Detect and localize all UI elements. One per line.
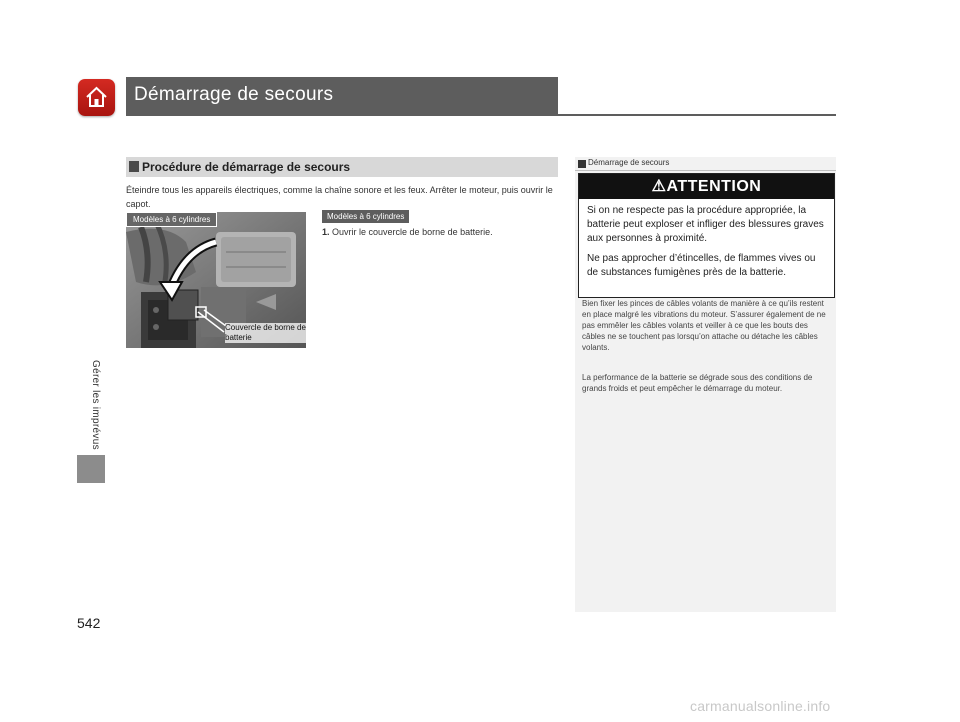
step-1	[322, 227, 493, 237]
notes-header-text: Démarrage de secours	[588, 158, 670, 167]
title-underline	[126, 114, 836, 116]
page-number: 542	[77, 615, 101, 631]
step-number: 1.	[322, 227, 330, 237]
title-bar	[126, 77, 558, 114]
warning-paragraph-1: Si on ne respecte pas la procédure appropriée, la batterie peut exploser et infliger des blessures graves aux personnes à proximité.	[587, 205, 824, 244]
notes-panel	[575, 157, 836, 612]
intro-paragraph: Éteindre tous les appareils électriques, comme la chaîne sonore et les feux. Arrêter le moteur, puis ouvrir le capot.	[126, 185, 553, 209]
home-icon	[84, 85, 109, 110]
warning-paragraph-2: Ne pas approcher d’étincelles, de flammes vives ou de substances fumigènes près de la batterie.	[587, 253, 816, 278]
engine-photo	[126, 212, 306, 348]
note-paragraph-2: La performance de la batterie se dégrade sous des conditions de grands froids et peut empêcher le démarrage du moteur.	[582, 373, 813, 393]
page-title: Démarrage de secours	[134, 84, 334, 105]
heading-square-icon	[129, 161, 139, 172]
note-paragraph-1: Bien fixer les pinces de câbles volants de manière à ce qu’ils restent en place malgré les vibrations du moteur. S’assurer également de ne pas emmêler les câbles volants et veiller à ce que les bouts des câbles ne se touchent pas lorsqu’on attache ou détache les câbles volants.	[582, 299, 826, 352]
chapter-tab-marker[interactable]	[77, 455, 105, 483]
section-heading-text: Procédure de démarrage de secours	[142, 160, 351, 174]
model-badge: Modèles à 6 cylindres	[322, 210, 409, 223]
notes-header	[575, 157, 836, 171]
warning-box	[578, 173, 835, 298]
section-heading	[126, 157, 558, 177]
warning-title-bar	[579, 174, 834, 199]
watermark: carmanualsonline.info	[690, 698, 831, 714]
note-reference-icon	[578, 160, 586, 168]
warning-title: ATTENTION	[666, 178, 762, 195]
home-button[interactable]	[78, 79, 115, 116]
step-text: Ouvrir le couvercle de borne de batterie.	[332, 227, 493, 237]
warning-triangle-icon: ⚠	[651, 178, 667, 195]
battery-cover-callout: Couvercle de borne de batterie	[225, 323, 306, 342]
chapter-tab-label: Gérer les imprévus	[90, 360, 101, 450]
model-tag: Modèles à 6 cylindres	[126, 212, 217, 227]
